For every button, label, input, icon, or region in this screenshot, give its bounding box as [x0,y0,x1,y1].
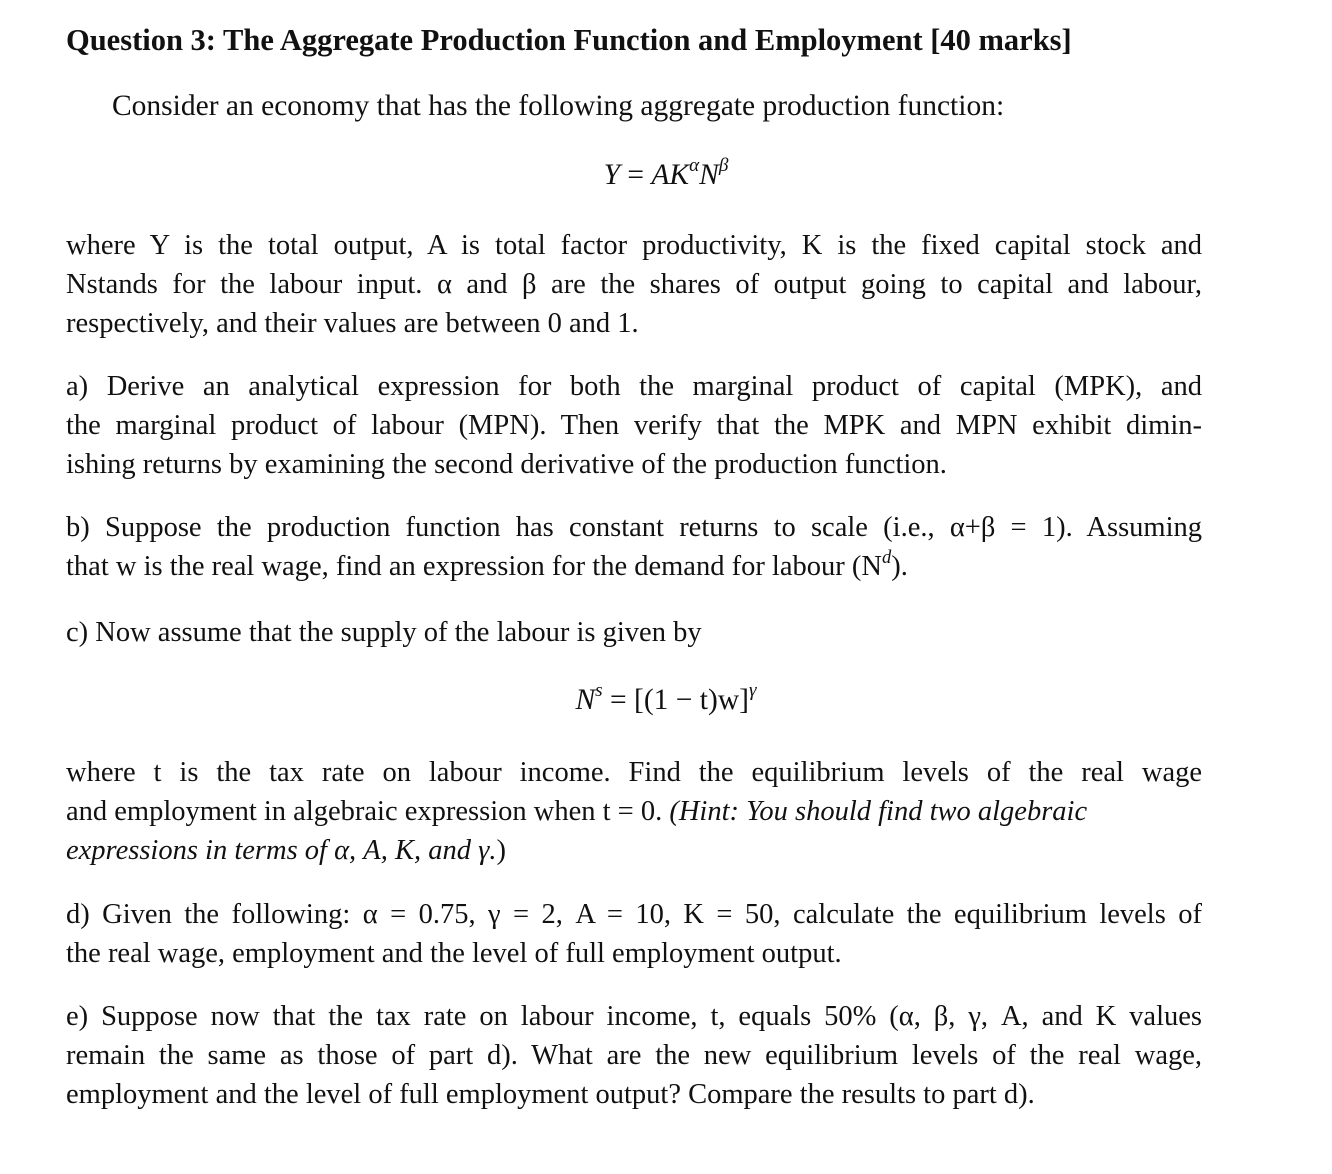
question-title: Question 3: The Aggregate Production Function and Employment [40 marks] [66,23,1072,57]
part-e-line: employment and the level of full employment output? Compare the results to part d). [66,1079,1035,1110]
definitions-line: Nstands for the labour input. α and β are the shares of output going to capital and labour, [66,269,1202,300]
eq1-rhs-base: AK [651,159,690,191]
part-e-line: remain the same as those of part d). What are the new equilibrium levels of the real wage, [66,1040,1202,1071]
labour-supply-equation [0,680,1332,720]
part-c-paragraph [66,613,1202,652]
part-d-line: d) Given the following: α = 0.75, γ = 2, A = 10, K = 50, calculate the equilibrium levels of [66,899,1202,930]
tax-line [66,792,1202,831]
part-b-line2-text: that w is the real wage, find an expression for the demand for labour (N [66,551,882,582]
part-e-paragraph [66,997,1202,1114]
part-d-line: the real wage, employment and the level of full employment output. [66,938,842,969]
part-b-line2-end: ). [891,551,908,582]
eq1-beta-exponent: β [718,155,729,177]
definitions-paragraph [66,226,1202,343]
hint-close-paren: ) [496,835,506,866]
part-d-paragraph [66,895,1202,973]
eq1-n: N [699,159,719,191]
eq1-equals: = [627,159,645,191]
part-a-line: a) Derive an analytical expression for both the marginal product of capital (MPK), and [66,371,1202,402]
part-c-line: c) Now assume that the supply of the labour is given by [66,617,702,648]
part-a-line: ishing returns by examining the second derivative of the production function. [66,449,947,480]
eq2-gamma-exponent: γ [748,680,757,702]
hint-text: (Hint: You should find two algebraic [669,796,1088,827]
definitions-line: respectively, and their values are between 0 and 1. [66,308,639,339]
part-e-line: e) Suppose now that the tax rate on labour income, t, equals 50% (α, β, γ, A, and K values [66,1001,1202,1032]
part-b-line: b) Suppose the production function has constant returns to scale (i.e., α+β = 1). Assuming [66,512,1202,543]
eq2-lhs-superscript: s [595,680,603,702]
part-b-superscript: d [881,546,892,568]
eq1-alpha-exponent: α [689,155,700,177]
part-a-line: the marginal product of labour (MPN). Then verify that the MPK and MPN exhibit dimin- [66,410,1202,441]
tax-line2-text: and employment in algebraic expression when t = 0. [66,796,670,827]
definitions-line: where Y is the total output, A is total factor productivity, K is the fixed capital stock and [66,230,1202,261]
eq1-lhs: Y [603,159,621,191]
tax-line [66,831,1202,870]
eq2-rhs: = [(1 − t)w] [602,684,749,716]
tax-paragraph [66,753,1202,870]
intro-text: Consider an economy that has the following aggregate production function: [112,90,1005,122]
part-b-line [66,547,1202,586]
tax-line: where t is the tax rate on labour income. Find the equilibrium levels of the real wage [66,757,1202,788]
hint-text-continued: expressions in terms of α, A, K, and γ. [66,835,497,866]
part-b-paragraph [66,508,1202,586]
part-a-paragraph [66,367,1202,484]
production-function-equation [0,155,1332,195]
eq2-lhs: N [575,684,596,716]
